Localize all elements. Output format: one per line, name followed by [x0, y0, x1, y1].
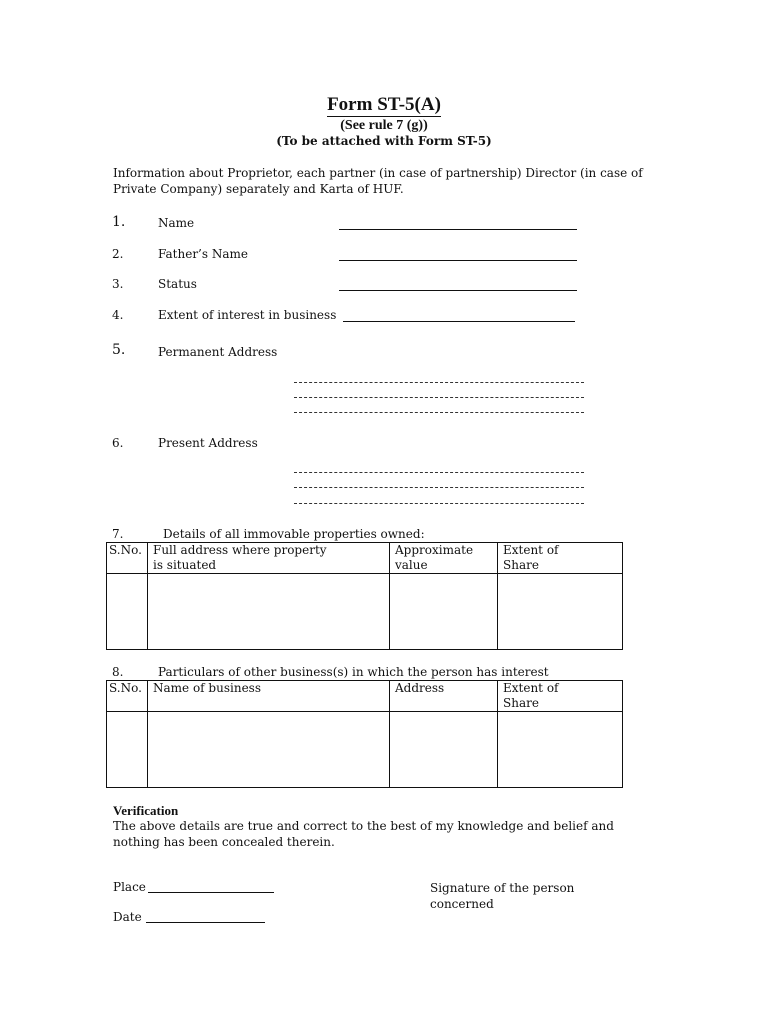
- permanent-address-label: Permanent Address: [158, 345, 278, 359]
- table-cell[interactable]: [107, 712, 148, 788]
- form-subtitle: (See rule 7 (g)): [340, 118, 428, 133]
- present-address-line-2[interactable]: [294, 487, 584, 488]
- field-number: 5.: [112, 342, 126, 358]
- column-header: Extent of Share: [498, 681, 623, 712]
- field-number: 4.: [112, 308, 124, 322]
- table-cell[interactable]: [390, 712, 498, 788]
- businesses-heading: Particulars of other business(s) in which the person has interest: [158, 665, 549, 679]
- column-header: Extent of Share: [498, 543, 623, 574]
- extent-of-interest-field[interactable]: [343, 321, 575, 322]
- properties-table: [106, 542, 623, 650]
- place-label: Place: [113, 880, 146, 894]
- table-row: [107, 574, 623, 650]
- fathers-name-label: Father’s Name: [158, 247, 248, 261]
- properties-heading: Details of all immovable properties owned:: [163, 527, 425, 541]
- place-field[interactable]: [148, 892, 274, 893]
- field-number: 6.: [112, 436, 124, 450]
- field-number: 3.: [112, 277, 124, 291]
- businesses-table: [106, 680, 623, 788]
- present-address-line-1[interactable]: [294, 472, 584, 473]
- intro-paragraph: Information about Proprietor, each partner (in case of partnership) Director (in case of Private Company) separately and Karta of HUF.: [113, 166, 643, 196]
- section-number: 7.: [112, 527, 124, 541]
- table-header-row: [107, 681, 623, 712]
- table-cell[interactable]: [390, 574, 498, 650]
- field-number: 1.: [112, 214, 126, 230]
- date-label: Date: [113, 910, 142, 924]
- permanent-address-line-3[interactable]: [294, 412, 584, 413]
- permanent-address-line-2[interactable]: [294, 397, 584, 398]
- name-field[interactable]: [339, 229, 577, 230]
- column-header: S.No.: [107, 543, 148, 574]
- form-attachment-note: (To be attached with Form ST-5): [276, 134, 492, 148]
- table-row: [107, 712, 623, 788]
- extent-of-interest-label: Extent of interest in business: [158, 308, 337, 322]
- verification-text: The above details are true and correct to the best of my knowledge and belief and nothing has been concealed therein.: [113, 819, 614, 849]
- column-header: Approximate value: [390, 543, 498, 574]
- form-title: Form ST-5(A): [327, 94, 441, 115]
- date-field[interactable]: [146, 922, 265, 923]
- name-label: Name: [158, 216, 195, 230]
- status-label: Status: [158, 277, 197, 291]
- column-header: Name of business: [148, 681, 390, 712]
- table-header-row: [107, 543, 623, 574]
- verification-heading: Verification: [113, 803, 179, 818]
- field-number: 2.: [112, 247, 124, 261]
- table-cell[interactable]: [498, 712, 623, 788]
- signature-label: Signature of the person concerned: [430, 881, 575, 911]
- present-address-line-3[interactable]: [294, 503, 584, 504]
- column-header: Full address where property is situated: [148, 543, 390, 574]
- present-address-label: Present Address: [158, 436, 258, 450]
- column-header: S.No.: [107, 681, 148, 712]
- fathers-name-field[interactable]: [339, 260, 577, 261]
- table-cell[interactable]: [107, 574, 148, 650]
- column-header: Address: [390, 681, 498, 712]
- section-number: 8.: [112, 665, 124, 679]
- permanent-address-line-1[interactable]: [294, 382, 584, 383]
- table-cell[interactable]: [498, 574, 623, 650]
- status-field[interactable]: [339, 290, 577, 291]
- table-cell[interactable]: [148, 574, 390, 650]
- table-cell[interactable]: [148, 712, 390, 788]
